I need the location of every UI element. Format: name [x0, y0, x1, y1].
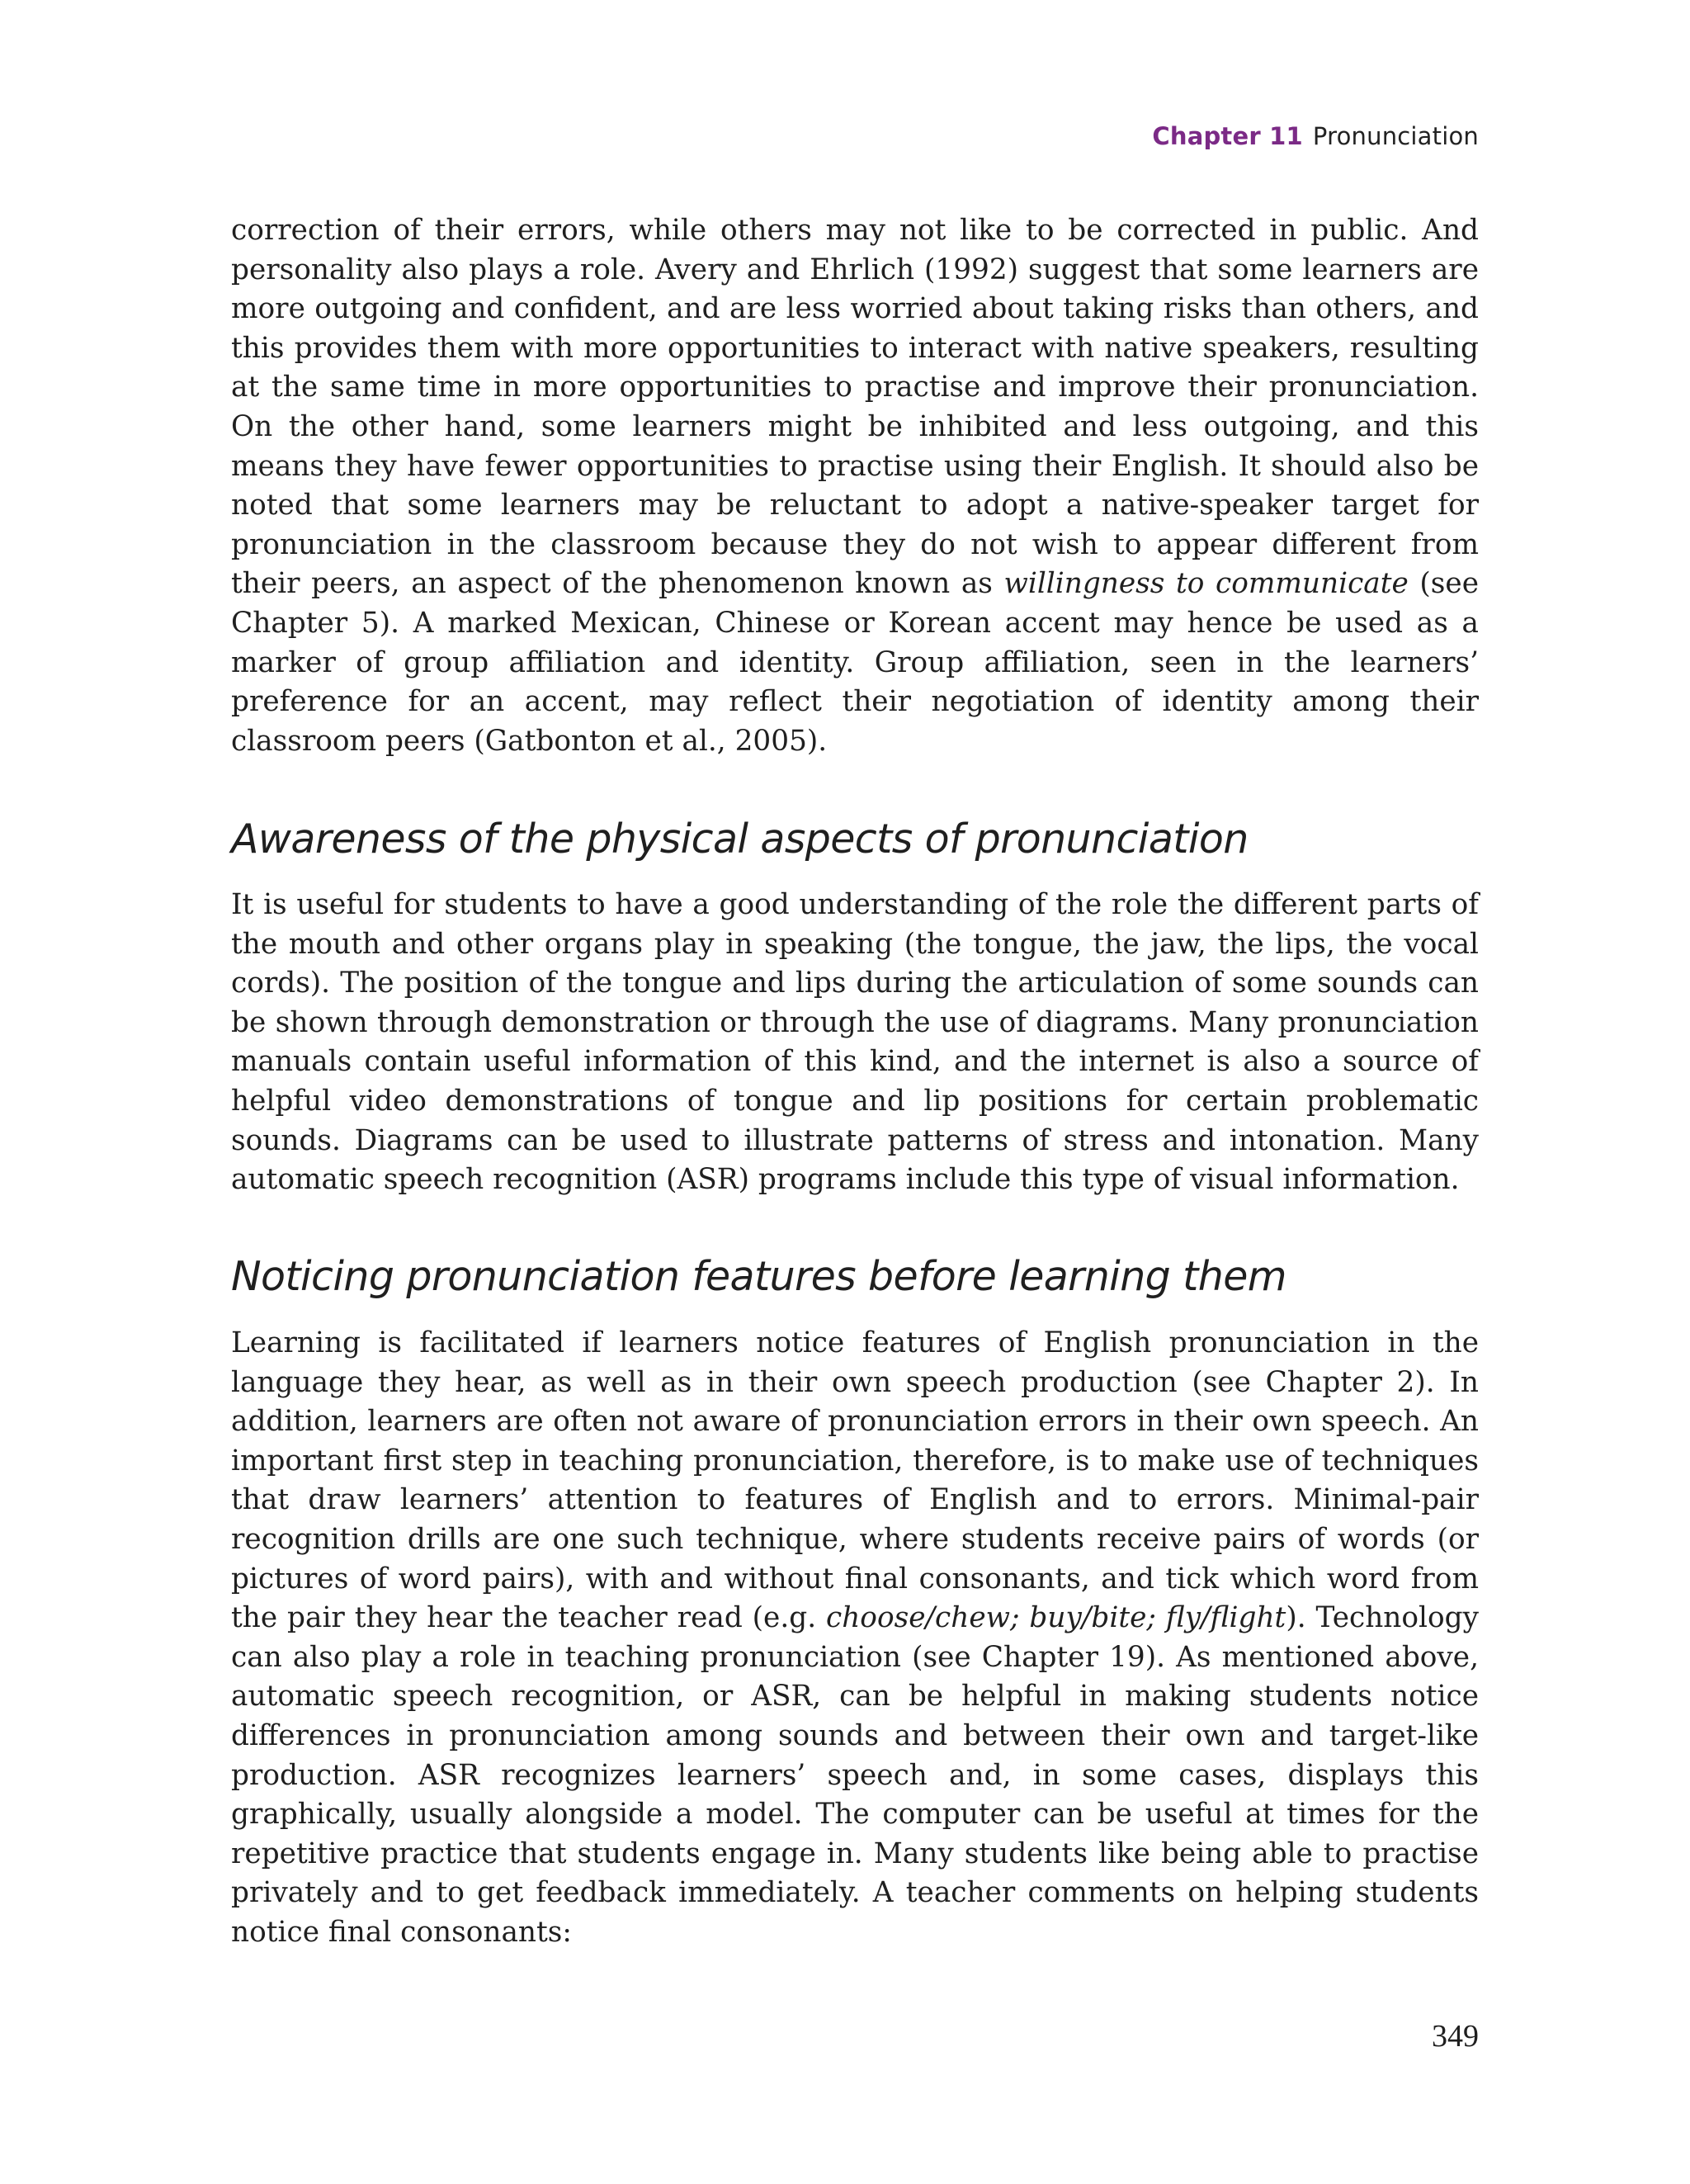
- body-paragraph-3: [231, 1324, 1479, 1953]
- body-paragraph-1: [231, 211, 1479, 761]
- paragraph-3-italic-examples: choose/chew; buy/bite; fly/flight: [826, 1601, 1286, 1635]
- book-page: [231, 0, 1479, 2184]
- section-heading-noticing-features: Noticing pronunciation features before learning them: [231, 1253, 1286, 1300]
- chapter-label: Chapter 11: [1152, 122, 1303, 150]
- running-head: [1152, 122, 1479, 150]
- paragraph-1-text-a: correction of their errors, while others may not like to be corrected in public. And personality also plays a role. Avery and Ehrlich (1992) suggest that some learners are more outgoing and confident, and are less worried about taking risks than others, and this provides them with more opportunities to interact with native speakers, resulting at the same time in more opportunities to practise and improve their pronunciation. On the other hand, some learners might be inhibited and less outgoing, and this means they have fewer opportunities to practise using their English. It should also be noted that some learners may be reluctant to adopt a native-speaker target for pronunciation in the classroom because they do not wish to appear different from their peers, an aspect of the phenomenon known as: [231, 214, 1479, 601]
- paragraph-1-text-b: (see Chapter 5). A marked Mexican, Chinese or Korean accent may hence be used as a marker of group affiliation and identity. Group affiliation, seen in the learners’ preference for an accent, may reflect their negotiation of identity among their classroom peers (Gatbonton et al., 2005).: [231, 567, 1479, 758]
- chapter-title: Pronunciation: [1312, 122, 1479, 150]
- paragraph-3-text-b: ). Technology can also play a role in teaching pronunciation (see Chapter 19). As mentioned above, automatic speech recognition, or ASR, can be helpful in making students notice differences in pronunciation among sounds and between their own and target-like production. ASR recognizes learners’ speech and, in some cases, displays this graphically, usually alongside a model. The computer can be useful at times for the repetitive practice that students engage in. Many students like being able to practise privately and to get feedback immediately. A teacher comments on helping students notice final consonants:: [231, 1601, 1479, 1949]
- paragraph-1-italic-term: willingness to communicate: [1003, 567, 1409, 601]
- section-heading-physical-aspects: Awareness of the physical aspects of pronunciation: [231, 815, 1249, 863]
- body-paragraph-2: It is useful for students to have a good understanding of the role the different parts of the mouth and other organs play in speaking (the tongue, the jaw, the lips, the vocal cords). The position of the tongue and lips during the articulation of some sounds can be shown through demonstration or through the use of diagrams. Many pronunciation manuals contain useful information of this kind, and the internet is also a source of helpful video demonstrations of tongue and lip positions for certain problematic sounds. Diagrams can be used to illustrate patterns of stress and intonation. Many automatic speech recognition (ASR) programs include this type of visual information.: [231, 888, 1479, 1197]
- page-number: 349: [1432, 2019, 1479, 2054]
- paragraph-3-text-a: Learning is facilitated if learners notice features of English pronunciation in the language they hear, as well as in their own speech production (see Chapter 2). In addition, learners are often not aware of pronunciation errors in their own speech. An important first step in teaching pronunciation, therefore, is to make use of techniques that draw learners’ attention to features of English and to errors. Minimal-pair recognition drills are one such technique, where students receive pairs of words (or pictures of word pairs), with and without final consonants, and tick which word from the pair they hear the teacher read (e.g.: [231, 1326, 1479, 1635]
